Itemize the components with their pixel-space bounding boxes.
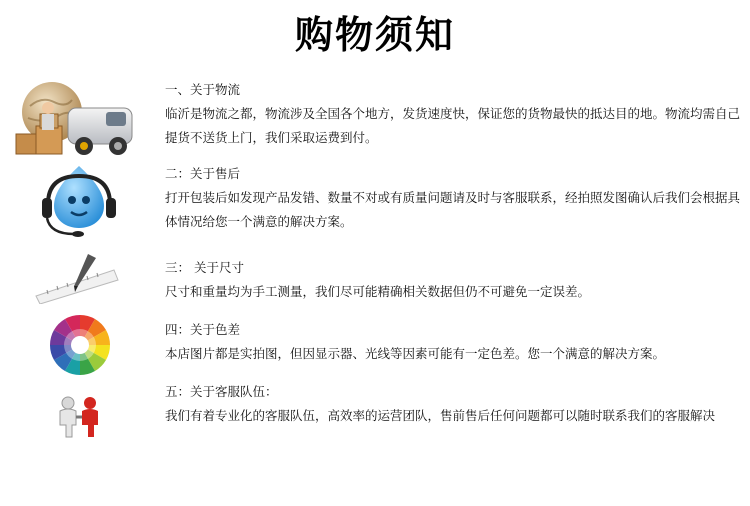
section-heading: 四：关于色差 [165,322,241,337]
customer-service-headset-icon [34,162,124,238]
section-body: 打开包装后如发现产品发错、数量不对或有质量问题请及时与客服联系，经拍照发图确认后我们会根据具体情况给您一个满意的解决方案。 [165,190,741,229]
section-logistics [165,78,740,150]
section-heading: 一、关于物流 [165,82,241,97]
section-body: 我们有着专业化的客服队伍，高效率的运营团队，售前售后任何问题都可以随时联系我们的客服解决 [165,408,716,423]
ruler-pen-icon [34,252,120,304]
section-body: 本店图片都是实拍图，但因显示器、光线等因素可能有一定色差。您一个满意的解决方案。 [165,346,666,361]
handshake-people-icon [54,395,104,439]
section-heading: 五：关于客服队伍： [165,384,278,399]
section-body: 临沂是物流之都，物流涉及全国各个地方，发货速度快，保证您的货物最快的抵达目的地。物流均需自己提货不送货上门，我们采取运费到付。 [165,106,741,145]
section-color [165,318,740,366]
section-heading: 三： 关于尺寸 [165,260,244,275]
section-after-sales [165,162,740,234]
section-heading: 二：关于售后 [165,166,241,181]
page-title: 购物须知 [294,13,455,57]
section-size [165,256,740,304]
color-wheel-icon [48,313,112,377]
section-body: 尺寸和重量均为手工测量，我们尽可能精确相关数据但仍不可避免一定误差。 [165,284,591,299]
delivery-truck-globe-icon [14,78,140,164]
section-service-team [165,380,740,428]
